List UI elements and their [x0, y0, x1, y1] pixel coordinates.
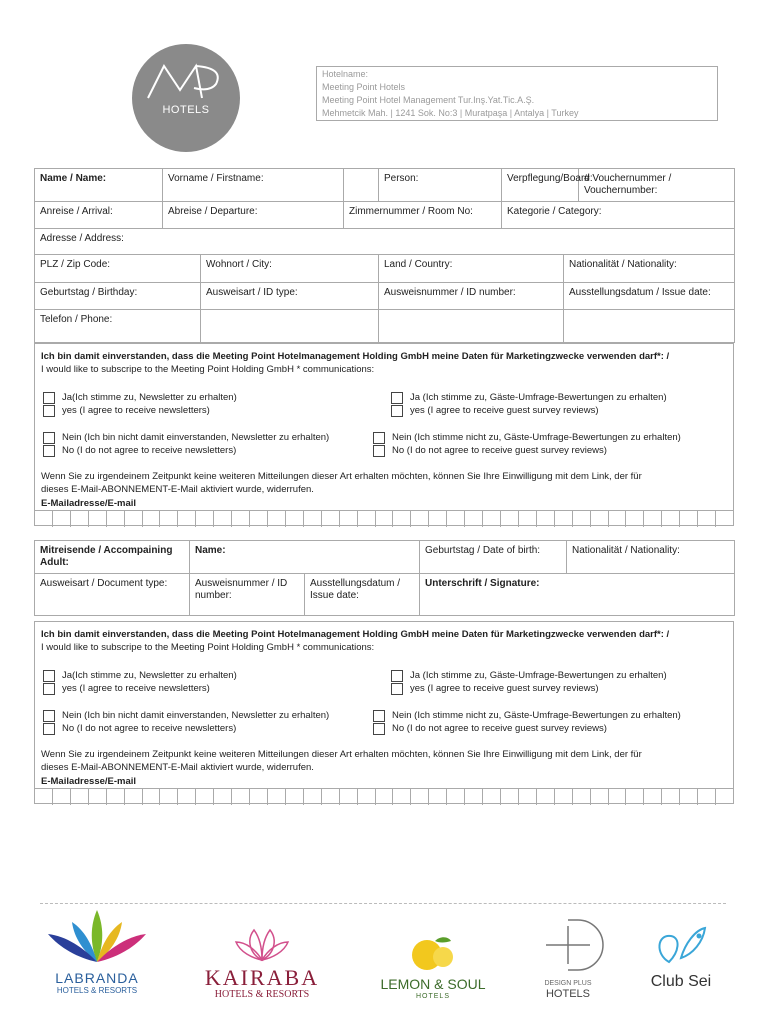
- hotel-info-line: Mehmetcik Mah. | 1241 Sok. No:3 | Muratpaşa | Antalya | Turkey: [322, 108, 579, 118]
- companion-form-table: [34, 540, 735, 616]
- newsletter-no-checkbox[interactable]: [43, 709, 373, 735]
- email-char-cell[interactable]: [519, 789, 537, 805]
- companion-birth-label: Geburtstag / Date of birth:: [425, 545, 541, 556]
- kairaba-sub: HOTELS & RESORTS: [214, 989, 310, 1000]
- club-sei-logo: [640, 924, 722, 996]
- email-char-cell[interactable]: [662, 511, 680, 527]
- email-char-cell[interactable]: [698, 789, 716, 805]
- guest-form-table: [34, 168, 735, 343]
- email-char-cell[interactable]: [609, 789, 627, 805]
- blank-cell[interactable]: [201, 310, 379, 343]
- email-char-cell[interactable]: [680, 789, 698, 805]
- email-char-cell[interactable]: [465, 511, 483, 527]
- survey-yes-de: Ja (Ich stimme zu, Gäste-Umfrage-Bewertungen zu erhalten): [410, 392, 667, 403]
- design-plus-sub: HOTELS: [545, 988, 590, 1000]
- companion-cell[interactable]: [35, 541, 190, 574]
- country-label: Land / Country:: [384, 259, 453, 270]
- person-cell[interactable]: [379, 169, 502, 202]
- email-char-cell[interactable]: [662, 789, 680, 805]
- lemon-icon: [403, 935, 463, 971]
- consent-info-line: Wenn Sie zu irgendeinem Zeitpunkt keine weiteren Mitteilungen dieser Art erhalten möchten, können Sie Ihre Einwilligung mit dem Link, der für: [41, 471, 642, 482]
- email-char-cell[interactable]: [107, 511, 125, 527]
- birthday-label: Geburtstag / Birthday:: [40, 287, 138, 298]
- signature-cell[interactable]: [420, 574, 735, 616]
- birthday-cell[interactable]: [35, 283, 201, 310]
- labranda-name: LABRANDA: [55, 970, 139, 986]
- email-input-cells[interactable]: [35, 788, 733, 805]
- newsletter-yes-checkbox[interactable]: [43, 669, 373, 695]
- signature-label: Unterschrift / Signature:: [425, 578, 540, 589]
- email-char-cell[interactable]: [143, 789, 161, 805]
- email-char-cell[interactable]: [358, 789, 376, 805]
- mp-monogram-icon: [142, 58, 232, 108]
- email-char-cell[interactable]: [376, 789, 394, 805]
- email-char-cell[interactable]: [411, 789, 429, 805]
- consent-info-line: dieses E-Mail-ABONNEMENT-E-Mail aktiviert wurde, widerrufen.: [41, 762, 314, 773]
- companion-birth-cell[interactable]: [420, 541, 567, 574]
- logo-text: HOTELS: [162, 104, 210, 116]
- phone-label: Telefon / Phone:: [40, 314, 113, 325]
- checkbox-box[interactable]: [373, 432, 385, 444]
- checkbox-box[interactable]: [43, 683, 55, 695]
- consent-heading-de: Ich bin damit einverstanden, dass die Meeting Point Hotelmanagement Holding GmbH meine Daten für Marketingzwecke verwenden darf*: /: [41, 351, 670, 362]
- newsletter-no-en: No (I do not agree to receive newsletters): [62, 445, 237, 456]
- email-char-cell[interactable]: [591, 789, 609, 805]
- checkbox-box[interactable]: [43, 445, 55, 457]
- address-label: Adresse / Address:: [40, 233, 124, 244]
- phone-cell[interactable]: [35, 310, 201, 343]
- survey-yes-checkbox[interactable]: [391, 669, 721, 695]
- hotel-info-line: Meeting Point Hotels: [322, 82, 406, 92]
- address-cell[interactable]: [35, 229, 735, 255]
- email-char-cell[interactable]: [250, 789, 268, 805]
- email-label: E-Mailadresse/E-mail: [41, 776, 137, 787]
- design-plus-icon: [532, 916, 604, 974]
- email-char-cell[interactable]: [322, 789, 340, 805]
- id-type-label: Ausweisart / ID type:: [206, 287, 298, 298]
- checkbox-box[interactable]: [43, 405, 55, 417]
- email-char-cell[interactable]: [429, 511, 447, 527]
- checkbox-box[interactable]: [391, 392, 403, 404]
- newsletter-yes-de: Ja(Ich stimme zu, Newsletter zu erhalten): [62, 670, 237, 681]
- survey-no-de: Nein (Ich stimme nicht zu, Gäste-Umfrage-Bewertungen zu erhalten): [392, 432, 681, 443]
- newsletter-no-de: Nein (Ich bin nicht damit einverstanden, Newsletter zu erhalten): [62, 432, 330, 443]
- consent-heading: [41, 628, 731, 654]
- labranda-logo: [38, 908, 156, 1000]
- checkbox-box[interactable]: [373, 445, 385, 457]
- email-char-cell[interactable]: [483, 789, 501, 805]
- survey-no-de: Nein (Ich stimme nicht zu, Gäste-Umfrage-Bewertungen zu erhalten): [392, 710, 681, 721]
- survey-no-checkbox[interactable]: [373, 709, 728, 735]
- category-label: Kategorie / Category:: [507, 206, 602, 217]
- email-char-cell[interactable]: [698, 511, 716, 527]
- room-label: Zimmernummer / Room No:: [349, 206, 473, 217]
- newsletter-yes-de: Ja(Ich stimme zu, Newsletter zu erhalten): [62, 392, 237, 403]
- email-char-cell[interactable]: [268, 511, 286, 527]
- email-char-cell[interactable]: [268, 789, 286, 805]
- blank-cell[interactable]: [344, 169, 379, 202]
- consent-info: [41, 748, 731, 774]
- labranda-sub: HOTELS & RESORTS: [56, 986, 138, 995]
- blank-cell[interactable]: [379, 310, 564, 343]
- checkbox-box[interactable]: [373, 723, 385, 735]
- email-char-cell[interactable]: [89, 511, 107, 527]
- email-char-cell[interactable]: [53, 789, 71, 805]
- email-char-cell[interactable]: [537, 511, 555, 527]
- email-char-cell[interactable]: [143, 511, 161, 527]
- email-char-cell[interactable]: [519, 511, 537, 527]
- newsletter-yes-checkbox[interactable]: [43, 391, 373, 417]
- consent-info-line: dieses E-Mail-ABONNEMENT-E-Mail aktiviert wurde, widerrufen.: [41, 484, 314, 495]
- email-char-cell[interactable]: [214, 511, 232, 527]
- kairaba-logo: [198, 928, 326, 1000]
- nationality-label: Nationalität / Nationality:: [569, 259, 677, 270]
- doc-type-label: Ausweisart / Document type:: [40, 578, 168, 589]
- checkbox-box[interactable]: [391, 670, 403, 682]
- survey-yes-en: yes (I agree to receive guest survey reviews): [410, 405, 599, 416]
- design-plus-name: DESIGN PLUS: [544, 980, 592, 987]
- email-char-cell[interactable]: [89, 789, 107, 805]
- zip-label: PLZ / Zip Code:: [40, 259, 111, 270]
- email-char-cell[interactable]: [626, 511, 644, 527]
- voucher-label: # Vouchernummer / Vouchernumber:: [584, 173, 672, 196]
- email-char-cell[interactable]: [286, 789, 304, 805]
- issue-date-label: Ausstellungsdatum / Issue date:: [569, 287, 711, 298]
- email-char-cell[interactable]: [286, 511, 304, 527]
- consent-heading: [41, 350, 731, 376]
- checkbox-box[interactable]: [43, 710, 55, 722]
- email-char-cell[interactable]: [304, 789, 322, 805]
- zip-cell[interactable]: [35, 255, 201, 283]
- kairaba-name: KAIRABA: [204, 965, 320, 990]
- email-char-cell[interactable]: [125, 511, 143, 527]
- email-char-cell[interactable]: [340, 511, 358, 527]
- hotel-info-line: Meeting Point Hotel Management Tur.Inş.Yat.Tic.A.Ş.: [322, 95, 535, 105]
- email-char-cell[interactable]: [716, 789, 733, 805]
- nationality-cell[interactable]: [564, 255, 735, 283]
- email-char-cell[interactable]: [107, 789, 125, 805]
- email-char-cell[interactable]: [680, 511, 698, 527]
- newsletter-yes-en: yes (I agree to receive newsletters): [62, 405, 210, 416]
- survey-yes-checkbox[interactable]: [391, 391, 721, 417]
- email-char-cell[interactable]: [160, 511, 178, 527]
- firstname-cell[interactable]: [163, 169, 344, 202]
- companion-issue-label: Ausstellungsdatum / Issue date:: [310, 578, 401, 601]
- companion-name-cell[interactable]: [190, 541, 420, 574]
- consent-info: [41, 470, 731, 496]
- email-char-cell[interactable]: [609, 511, 627, 527]
- hotel-info-line: Hotelname:: [322, 69, 369, 79]
- email-char-cell[interactable]: [501, 789, 519, 805]
- lemon-soul-sub: HOTELS: [415, 993, 450, 1000]
- newsletter-no-de: Nein (Ich bin nicht damit einverstanden, Newsletter zu erhalten): [62, 710, 330, 721]
- email-char-cell[interactable]: [178, 511, 196, 527]
- board-label: Verpflegung/Board:: [507, 173, 593, 184]
- arrival-cell[interactable]: [35, 202, 163, 229]
- email-char-cell[interactable]: [716, 511, 733, 527]
- survey-no-en: No (I do not agree to receive guest survey reviews): [392, 723, 607, 734]
- design-plus-logo: [532, 916, 604, 1000]
- consent-heading-en: I would like to subscripe to the Meeting Point Holding GmbH * communications:: [41, 642, 375, 653]
- email-input-cells[interactable]: [35, 510, 733, 527]
- companion-label: Mitreisende / Accompaining Adult:: [40, 545, 173, 568]
- newsletter-yes-en: yes (I agree to receive newsletters): [62, 683, 210, 694]
- consent-section-guest: [34, 343, 734, 526]
- email-char-cell[interactable]: [196, 789, 214, 805]
- checkbox-box[interactable]: [43, 432, 55, 444]
- companion-issue-cell[interactable]: [305, 574, 420, 616]
- email-char-cell[interactable]: [214, 789, 232, 805]
- email-char-cell[interactable]: [376, 511, 394, 527]
- hotel-info-box: [316, 66, 718, 121]
- lemon-soul-name: LEMON & SOUL: [380, 976, 486, 992]
- checkbox-box[interactable]: [373, 710, 385, 722]
- email-char-cell[interactable]: [393, 789, 411, 805]
- footer-separator: [40, 903, 726, 904]
- id-number-cell[interactable]: [379, 283, 564, 310]
- email-char-cell[interactable]: [393, 511, 411, 527]
- companion-nationality-label: Nationalität / Nationality:: [572, 545, 680, 556]
- id-type-cell[interactable]: [201, 283, 379, 310]
- email-char-cell[interactable]: [53, 511, 71, 527]
- email-char-cell[interactable]: [573, 511, 591, 527]
- voucher-cell[interactable]: [579, 169, 735, 202]
- email-char-cell[interactable]: [178, 789, 196, 805]
- email-char-cell[interactable]: [196, 511, 214, 527]
- board-cell[interactable]: [502, 169, 593, 202]
- checkbox-box[interactable]: [43, 670, 55, 682]
- departure-label: Abreise / Departure:: [168, 206, 258, 217]
- issue-date-cell[interactable]: [564, 283, 735, 310]
- blank-cell[interactable]: [564, 310, 735, 343]
- checkbox-box[interactable]: [43, 392, 55, 404]
- email-char-cell[interactable]: [232, 511, 250, 527]
- companion-id-cell[interactable]: [190, 574, 305, 616]
- flower-icon: [232, 928, 292, 962]
- lotus-icon: [38, 908, 156, 966]
- meeting-point-logo: [132, 44, 240, 152]
- email-char-cell[interactable]: [250, 511, 268, 527]
- name-cell[interactable]: [35, 169, 163, 202]
- email-char-cell[interactable]: [591, 511, 609, 527]
- email-char-cell[interactable]: [160, 789, 178, 805]
- lemon-soul-logo: [368, 935, 498, 1000]
- email-label: E-Mailadresse/E-mail: [41, 498, 137, 509]
- email-char-cell[interactable]: [555, 511, 573, 527]
- companion-id-label: Ausweisnummer / ID number:: [195, 578, 288, 601]
- email-char-cell[interactable]: [483, 511, 501, 527]
- email-char-cell[interactable]: [35, 511, 53, 527]
- city-cell[interactable]: [201, 255, 379, 283]
- consent-info-line: Wenn Sie zu irgendeinem Zeitpunkt keine weiteren Mitteilungen dieser Art erhalten möchten, können Sie Ihre Einwilligung mit dem Link, der für: [41, 749, 642, 760]
- email-char-cell[interactable]: [411, 511, 429, 527]
- email-char-cell[interactable]: [465, 789, 483, 805]
- newsletter-no-checkbox[interactable]: [43, 431, 373, 457]
- survey-no-en: No (I do not agree to receive guest survey reviews): [392, 445, 607, 456]
- email-char-cell[interactable]: [447, 511, 465, 527]
- email-char-cell[interactable]: [501, 511, 519, 527]
- checkbox-box[interactable]: [43, 723, 55, 735]
- email-char-cell[interactable]: [626, 789, 644, 805]
- email-char-cell[interactable]: [447, 789, 465, 805]
- email-char-cell[interactable]: [573, 789, 591, 805]
- email-char-cell[interactable]: [71, 511, 89, 527]
- email-char-cell[interactable]: [125, 789, 143, 805]
- survey-no-checkbox[interactable]: [373, 431, 728, 457]
- email-char-cell[interactable]: [322, 511, 340, 527]
- email-char-cell[interactable]: [304, 511, 322, 527]
- departure-cell[interactable]: [163, 202, 344, 229]
- doc-type-cell[interactable]: [35, 574, 190, 616]
- newsletter-no-en: No (I do not agree to receive newsletters): [62, 723, 237, 734]
- checkbox-box[interactable]: [391, 405, 403, 417]
- firstname-label: Vorname / Firstname:: [168, 173, 264, 184]
- city-label: Wohnort / City:: [206, 259, 272, 270]
- email-char-cell[interactable]: [429, 789, 447, 805]
- club-sei-name: Club Sei: [650, 973, 712, 990]
- checkbox-box[interactable]: [391, 683, 403, 695]
- survey-yes-de: Ja (Ich stimme zu, Gäste-Umfrage-Bewertungen zu erhalten): [410, 670, 667, 681]
- arrival-label: Anreise / Arrival:: [40, 206, 113, 217]
- email-char-cell[interactable]: [644, 511, 662, 527]
- email-char-cell[interactable]: [358, 511, 376, 527]
- consent-section-companion: [34, 621, 734, 804]
- name-label: Name / Name:: [40, 173, 107, 184]
- email-char-cell[interactable]: [644, 789, 662, 805]
- person-label: Person:: [384, 173, 419, 184]
- id-number-label: Ausweisnummer / ID number:: [384, 287, 516, 298]
- butterfly-icon: [651, 924, 711, 968]
- consent-heading-en: I would like to subscripe to the Meeting Point Holding GmbH * communications:: [41, 364, 375, 375]
- email-char-cell[interactable]: [71, 789, 89, 805]
- country-cell[interactable]: [379, 255, 564, 283]
- email-char-cell[interactable]: [232, 789, 250, 805]
- companion-name-label: Name:: [195, 545, 226, 556]
- category-cell[interactable]: [502, 202, 735, 229]
- room-cell[interactable]: [344, 202, 502, 229]
- email-char-cell[interactable]: [555, 789, 573, 805]
- email-char-cell[interactable]: [340, 789, 358, 805]
- email-char-cell[interactable]: [537, 789, 555, 805]
- consent-heading-de: Ich bin damit einverstanden, dass die Meeting Point Hotelmanagement Holding GmbH meine Daten für Marketingzwecke verwenden darf*: /: [41, 629, 670, 640]
- survey-yes-en: yes (I agree to receive guest survey reviews): [410, 683, 599, 694]
- companion-nationality-cell[interactable]: [567, 541, 735, 574]
- email-char-cell[interactable]: [35, 789, 53, 805]
